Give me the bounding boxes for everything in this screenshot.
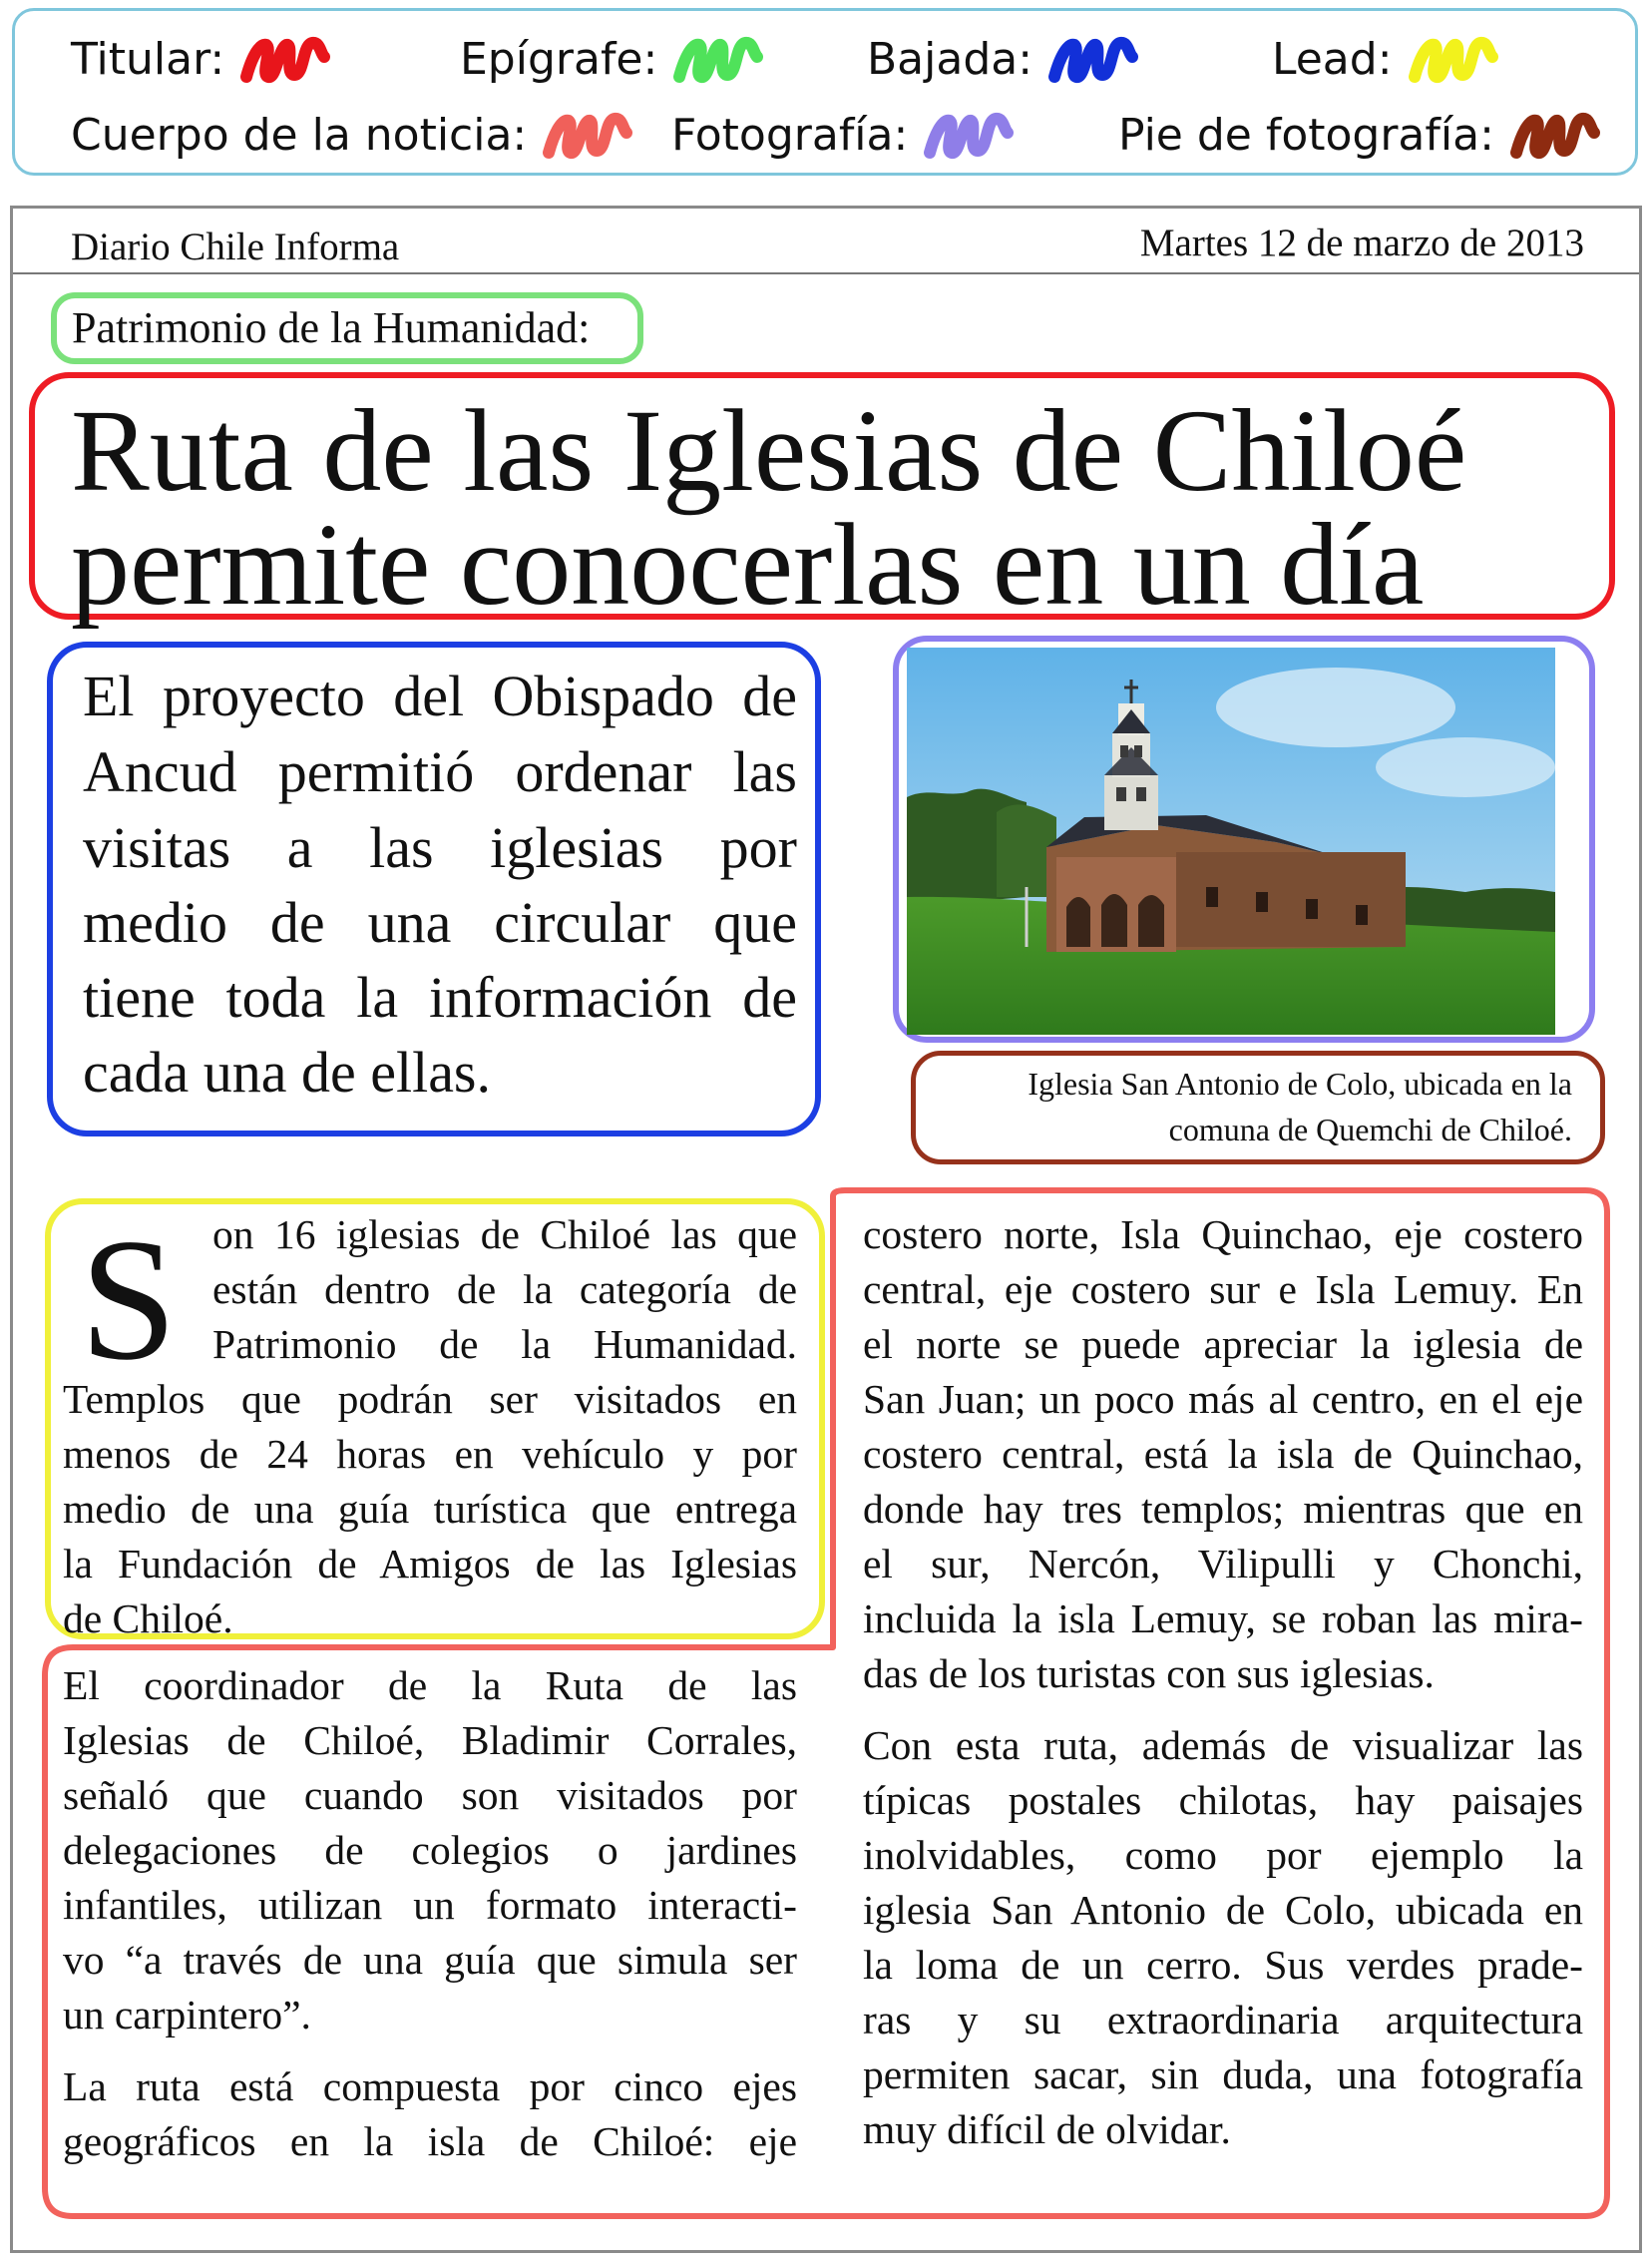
body-line: el norte se puede apreciar la iglesia de <box>863 1321 1583 1367</box>
scribble-icon <box>238 31 330 87</box>
body-line: infantiles, utilizan un formato interacti- <box>63 1882 797 1928</box>
body-line: permiten sacar, sin duda, una fotografía <box>863 2051 1583 2097</box>
lead-line: Patrimonio de la Humanidad. <box>212 1321 797 1367</box>
scribble-icon <box>541 107 632 163</box>
newspaper-date: Martes 12 de marzo de 2013 <box>1139 222 1584 264</box>
epigraph: Patrimonio de la Humanidad: <box>51 292 643 364</box>
color-legend <box>12 8 1638 176</box>
legend-item-epigrafe <box>460 31 763 87</box>
body-line: un carpintero”. <box>63 1992 311 2038</box>
body-line: Con esta ruta, además de visualizar las <box>863 1722 1583 1768</box>
lead-line: medio de una guía turística que entrega <box>63 1486 797 1532</box>
scribble-icon <box>1508 107 1600 163</box>
legend-item-bajada <box>867 31 1138 87</box>
lead-line: on 16 iglesias de Chiloé las que <box>212 1211 797 1257</box>
legend-label: Lead: <box>1272 33 1393 85</box>
legend-label: Titular: <box>71 33 225 85</box>
deck-line: visitas a las iglesias por <box>83 815 797 880</box>
body-line: muy difícil de olvidar. <box>863 2106 1231 2152</box>
lead-line: de Chiloé. <box>63 1595 233 1641</box>
legend-item-titular <box>71 31 330 87</box>
legend-label: Epígrafe: <box>460 33 658 85</box>
caption-line: comuna de Quemchi de Chiloé. <box>1168 1112 1572 1147</box>
deck-line: medio de una circular que <box>83 890 797 955</box>
deck-line: Ancud permitió ordenar las <box>83 739 797 804</box>
body-line: incluida la isla Lemuy, se roban las mira- <box>863 1595 1583 1641</box>
body-line: inolvidables, como por ejemplo la <box>863 1832 1583 1878</box>
lead-dropcap: S <box>80 1202 178 1396</box>
body-line: costero norte, Isla Quinchao, eje costero <box>863 1211 1583 1257</box>
body-line: la loma de un cerro. Sus verdes prade- <box>863 1942 1583 1988</box>
scribble-icon <box>1407 31 1498 87</box>
body-line: central, eje costero sur e Isla Lemuy. En <box>863 1266 1583 1312</box>
body-line: El coordinador de la Ruta de las <box>63 1662 797 1708</box>
caption-line: Iglesia San Antonio de Colo, ubicada en la <box>1028 1066 1572 1102</box>
legend-item-lead <box>1272 31 1498 87</box>
lead-line: menos de 24 horas en vehículo y por <box>63 1431 797 1477</box>
body-line: señaló que cuando son visitados por <box>63 1772 797 1818</box>
body-line: das de los turistas con sus iglesias. <box>863 1650 1435 1696</box>
deck-line: El proyecto del Obispado de <box>83 664 797 728</box>
deck-line: cada una de ellas. <box>83 1040 492 1105</box>
legend-item-cuerpo <box>71 107 632 163</box>
body-line: geográficos en la isla de Chiloé: eje <box>63 2118 797 2164</box>
body-line: donde hay tres templos; mientras que en <box>863 1486 1583 1532</box>
legend-label: Cuerpo de la noticia: <box>71 109 528 161</box>
scribble-icon <box>922 107 1014 163</box>
body-line: San Juan; un poco más al centro, en el eje <box>863 1376 1583 1422</box>
body-line: ras y su extraordinaria arquitectura <box>863 1997 1583 2042</box>
body-line: vo “a través de una guía que simula ser <box>63 1937 797 1983</box>
body-line: costero central, está la isla de Quinchao, <box>863 1431 1583 1477</box>
legend-label: Bajada: <box>867 33 1033 85</box>
deck-line: tiene toda la información de <box>83 965 797 1030</box>
body-line: La ruta está compuesta por cinco ejes <box>63 2063 797 2109</box>
headline-line: Ruta de las Iglesias de Chiloé <box>71 385 1467 516</box>
newspaper-name: Diario Chile Informa <box>71 226 400 268</box>
headline-line: permite conocerlas en un día <box>71 499 1425 630</box>
lead-line: Templos que podrán ser visitados en <box>63 1376 797 1422</box>
body-line: el sur, Nercón, Vilipulli y Chonchi, <box>863 1541 1583 1586</box>
scribble-icon <box>1046 31 1138 87</box>
body-line: típicas postales chilotas, hay paisajes <box>863 1777 1583 1823</box>
legend-label: Fotografía: <box>671 109 909 161</box>
scribble-icon <box>671 31 763 87</box>
body-line: delegaciones de colegios o jardines <box>63 1827 797 1873</box>
legend-item-pie <box>1118 107 1600 163</box>
newspaper-page <box>10 206 1642 2253</box>
legend-item-fotografia <box>671 107 1014 163</box>
body-line: iglesia San Antonio de Colo, ubicada en <box>863 1887 1583 1933</box>
lead-line: están dentro de la categoría de <box>212 1266 797 1312</box>
body-line: Iglesias de Chiloé, Bladimir Corrales, <box>63 1717 797 1763</box>
lead-line: la Fundación de Amigos de las Iglesias <box>63 1541 797 1586</box>
legend-label: Pie de fotografía: <box>1118 109 1494 161</box>
